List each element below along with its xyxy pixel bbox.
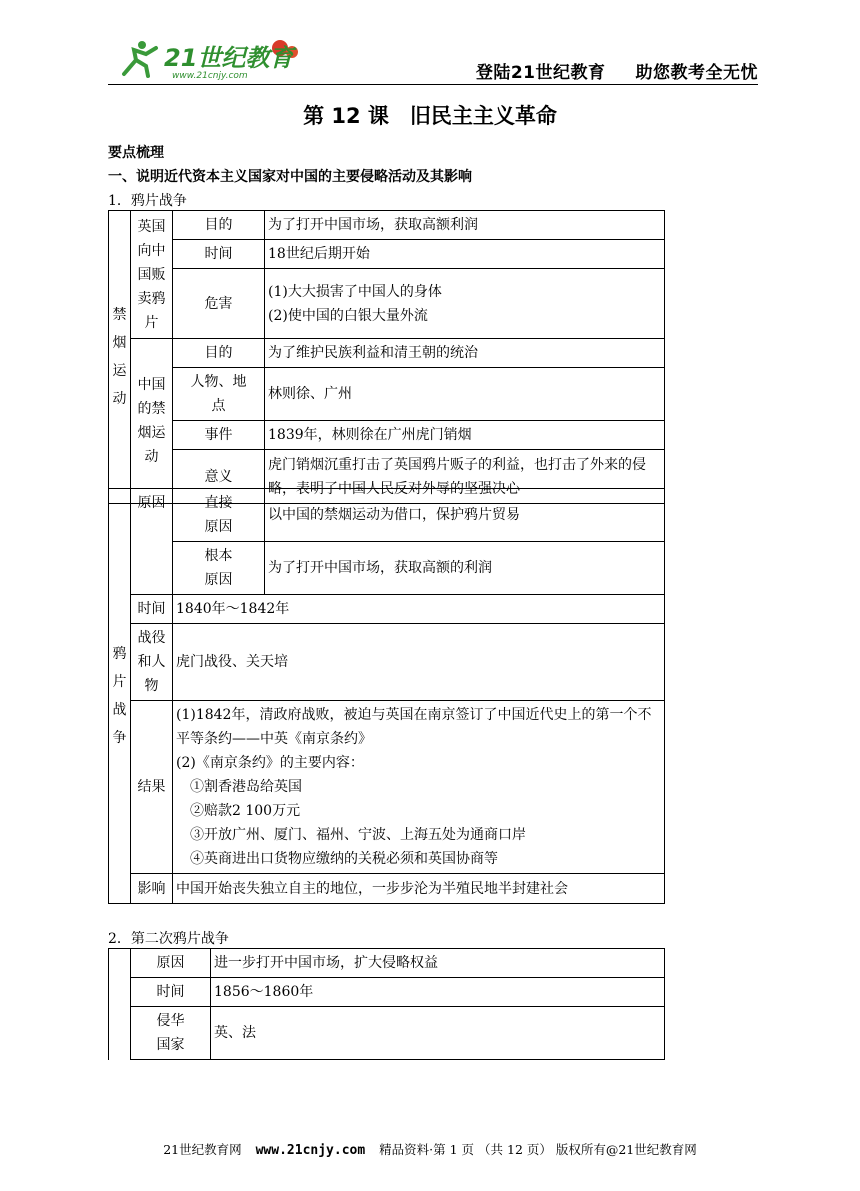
- footer-site-name: 21世纪教育网: [163, 1142, 242, 1157]
- opium-war-table-part2: [108, 488, 665, 904]
- section-heading: 一、说明近代资本主义国家对中国的主要侵略活动及其影响: [108, 169, 472, 185]
- logo: [112, 36, 302, 80]
- row-label-jinyan: 禁烟运动: [109, 211, 131, 504]
- runner-icon: [124, 41, 156, 76]
- page-title: 第 12 课 旧民主主义革命: [303, 104, 557, 128]
- list-item: ③开放广州、厦门、福州、宁波、上海五处为通商口岸: [190, 827, 526, 843]
- list-item: ①割香港岛给英国: [190, 779, 302, 795]
- page-footer: [0, 1140, 860, 1158]
- cell-value: 虎门销烟沉重打击了英国鸦片贩子的利益，也打击了外来的侵略，表明了中国人民反对外辱的坚强决心: [265, 450, 665, 504]
- list-item: ②赔款2 100万元: [190, 803, 301, 819]
- cell-key: 时间: [131, 595, 173, 624]
- cell-key: 意义: [173, 450, 265, 504]
- subheading-opium-war: 1．鸦片战争: [108, 193, 187, 209]
- svg-text:21世纪教育: 21世纪教育: [164, 44, 294, 72]
- cell-key: 人物、地点: [173, 368, 265, 421]
- slogan-login: 登陆21世纪教育: [475, 63, 606, 83]
- footer-page-info: 精品资料·第 1 页 （共 12 页） 版权所有@21世纪教育网: [379, 1142, 697, 1157]
- cell-value: 1840年～1842年: [173, 595, 665, 624]
- row-label-yapian: 鸦片战争: [109, 489, 131, 904]
- svg-text:www.21cnjy.com: www.21cnjy.com: [172, 71, 248, 80]
- cell-key: 侵华国家: [131, 1007, 211, 1060]
- group-label-zhongguo: 中国的禁烟运动: [131, 339, 173, 504]
- subheading-second-opium-war: 2．第二次鸦片战争: [108, 931, 229, 947]
- group-label-yuanyin: 原因: [131, 489, 173, 595]
- cell-key: 直接原因: [173, 489, 265, 542]
- cell-value: 为了打开中国市场，获取高额的利润: [265, 542, 665, 595]
- cell-key: 目的: [173, 339, 265, 368]
- opium-war-table: [108, 210, 665, 504]
- header-divider: [108, 84, 758, 85]
- cell-value: 虎门战役、关天培: [173, 624, 665, 701]
- cell-value: [173, 701, 665, 874]
- row-label-blank: [109, 949, 131, 1060]
- header-slogan: [446, 58, 758, 83]
- cell-key: 时间: [131, 978, 211, 1007]
- cell-key: 目的: [173, 211, 265, 240]
- list-item: ④英商进出口货物应缴纳的关税必须和英国协商等: [190, 851, 498, 867]
- cell-key: 影响: [131, 874, 173, 904]
- list-item: (2)《南京条约》的主要内容：: [176, 755, 364, 771]
- cell-key: 原因: [131, 949, 211, 978]
- cell-key: 根本原因: [173, 542, 265, 595]
- section-label: 要点梳理: [108, 145, 164, 161]
- cell-value: 1839年，林则徐在广州虎门销烟: [265, 421, 665, 450]
- cell-key: 时间: [173, 240, 265, 269]
- cell-value: 中国开始丧失独立自主的地位，一步步沦为半殖民地半封建社会: [173, 874, 665, 904]
- slogan-help: 助您教考全无忧: [635, 63, 758, 83]
- cell-value: 为了打开中国市场，获取高额利润: [265, 211, 665, 240]
- cell-key: 危害: [173, 269, 265, 339]
- cell-key: 结果: [131, 701, 173, 874]
- cell-key: 事件: [173, 421, 265, 450]
- cell-key: 战役和人物: [131, 624, 173, 701]
- cell-value: 1856～1860年: [211, 978, 665, 1007]
- list-item: (2)使中国的白银大量外流: [268, 307, 428, 324]
- cell-value: 进一步打开中国市场，扩大侵略权益: [211, 949, 665, 978]
- group-label-yingguo: 英国向中国贩卖鸦片: [131, 211, 173, 339]
- cell-value: 18世纪后期开始: [265, 240, 665, 269]
- cell-value: 为了维护民族利益和清王朝的统治: [265, 339, 665, 368]
- cell-value: 林则徐、广州: [265, 368, 665, 421]
- list-item: (1)大大损害了中国人的身体: [268, 283, 442, 300]
- list-item: (1)1842年，清政府战败，被迫与英国在南京签订了中国近代史上的第一个不平等条约——中英《南京条约》: [176, 707, 652, 747]
- cell-value: 以中国的禁烟运动为借口，保护鸦片贸易: [265, 489, 665, 542]
- footer-url[interactable]: www.21cnjy.com: [255, 1143, 366, 1158]
- cell-value: 英、法: [211, 1007, 665, 1060]
- second-opium-war-table: [108, 948, 665, 1060]
- cell-value: [265, 269, 665, 339]
